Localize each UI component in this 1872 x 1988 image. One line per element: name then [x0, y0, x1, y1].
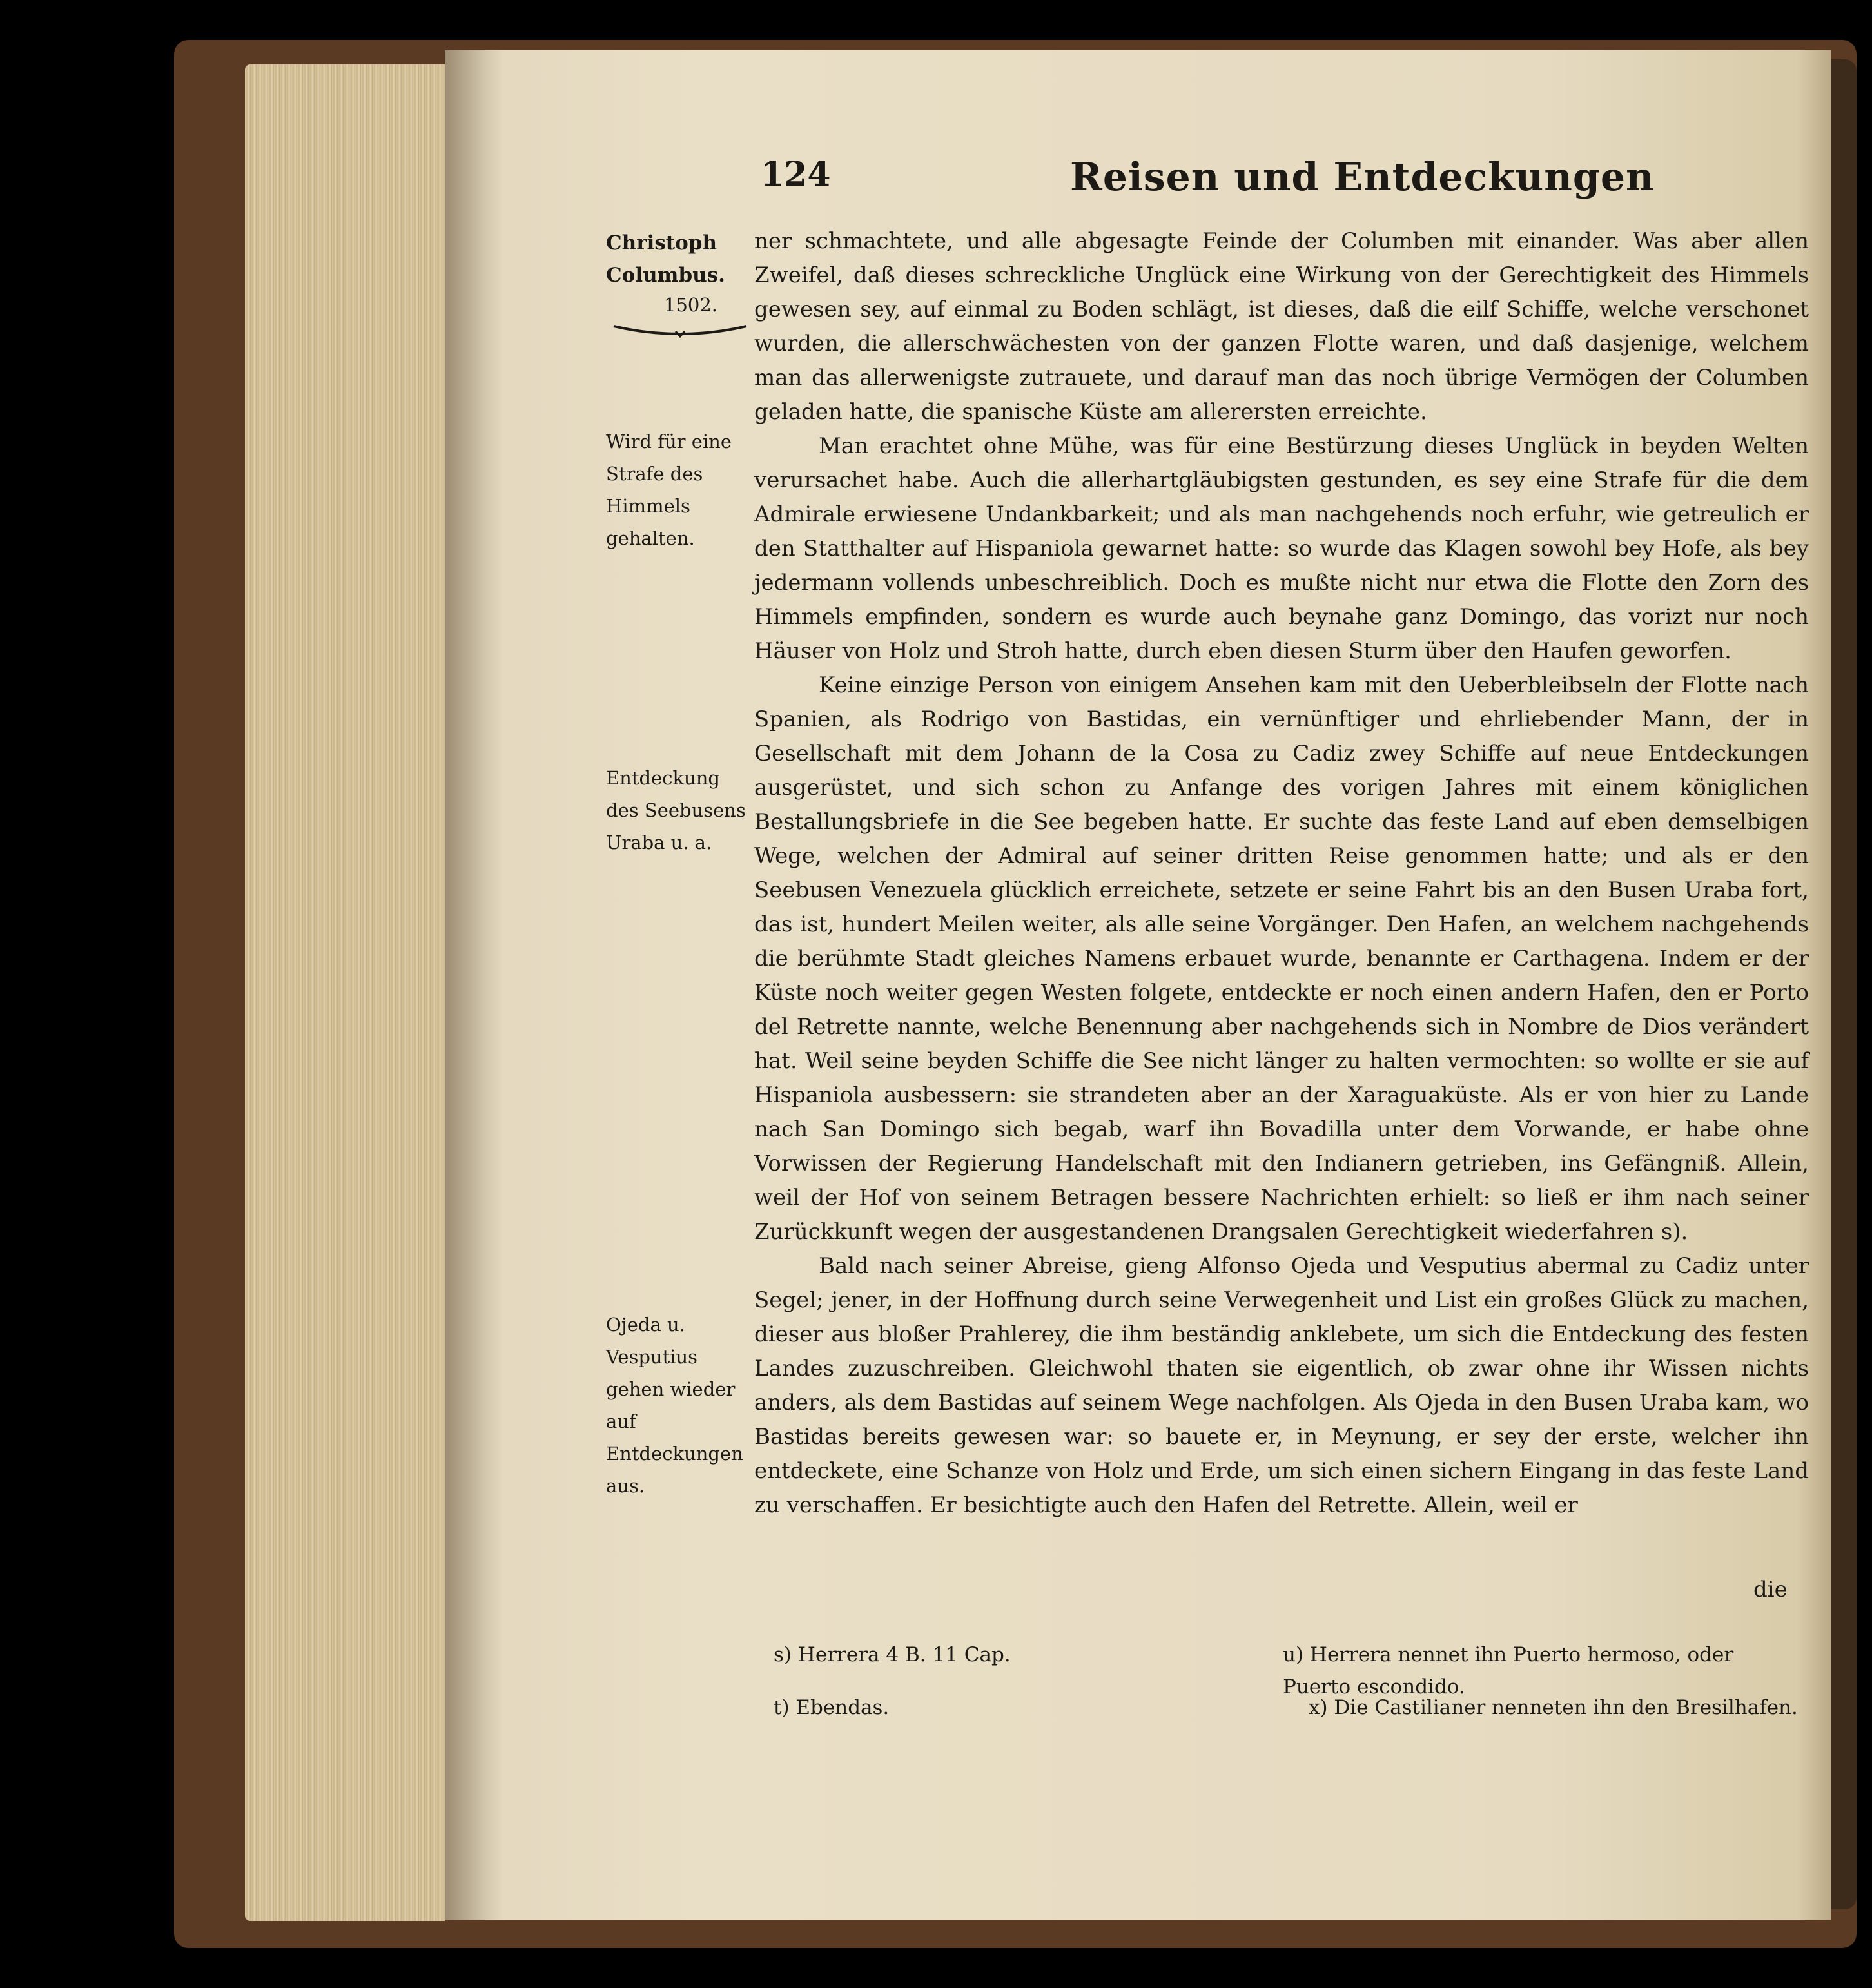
footnote-x: x) Die Castilianer nenneten ihn den Bresilhafen. [1309, 1696, 1798, 1719]
footnote-s: s) Herrera 4 B. 11 Cap. [774, 1643, 1011, 1666]
right-page-edge [1831, 59, 1857, 1909]
running-title: Reisen und Entdeckungen [1070, 155, 1655, 200]
margin-note-punishment: Wird für eine Strafe des Himmels gehalten. [606, 431, 732, 549]
catchword: die [1753, 1577, 1788, 1603]
page-number: 124 [761, 155, 831, 194]
footnote-t: t) Ebendas. [774, 1696, 890, 1719]
paragraph-2: Man erachtet ohne Mühe, was für eine Bestürzung dieses Unglück in beyden Welten verursachet habe. Auch die allerhartgläubigsten gestunden, es sey eine Strafe für die dem Admirale erwiesene Undankbarkeit; und als man nachgehends noch erfuhr, wie getreulich er den Statthalter auf Hispaniola gewarnet hatte: so wurde das Klagen sowohl bey Hofe, als bey jedermann vollends unbeschreiblich. Doch es mußte nicht nur etwa die Flotte den Zorn des Himmels empfinden, sondern es wurde auch beynahe ganz Domingo, das vorizt nur noch Häuser von Holz und Stroh hatte, durch eben diesen Sturm über den Haufen geworfen. [754, 433, 1809, 664]
margin-year: 1502. [664, 294, 718, 316]
paragraph-1: ner schmachtete, und alle abgesagte Feinde der Columben mit einander. Was aber allen Zweifel, daß dieses schreckliche Unglück eine Wirkung von der Gerechtigkeit des Himmels gewesen sey, auf einmal zu Boden schlägt, ist dieses, daß die eilf Schiffe, welche verschonet wurden, die allerschwächesten von der ganzen Flotte waren, und daß dasjenige, welchem man das allerwenigste zutrauete, und darauf man das noch übrige Vermögen der Columben geladen hatte, die spanische Küste am allerersten erreichte. [754, 228, 1809, 425]
paragraph-4: Bald nach seiner Abreise, gieng Alfonso Ojeda und Vesputius abermal zu Cadiz unter Segel; jener, in der Hoffnung durch seine Verwegenheit und List ein großes Glück zu machen, dieser aus bloßer Prahlerey, die ihm beständig anklebete, um sich die Entdeckung des festen Landes zuzuschreiben. Gleichwohl thaten sie eigentlich, ob zwar ohne ihr Wissen nichts anders, als dem Bastidas auf seinem Wege nachfolgen. Als Ojeda in den Busen Uraba kam, wo Bastidas bereits gewesen war: so bauete er, in Meynung, er sey der erste, welcher ihn entdeckete, eine Schanze von Holz und Erde, um sich einen sichern Eingang in das feste Land zu verschaffen. Er besichtigte auch den Hafen del Retrette. Allein, weil er [754, 1253, 1809, 1518]
footnote-u: u) Herrera nennet ihn Puerto hermoso, oder Puerto escondido. [1283, 1643, 1734, 1699]
paragraph-3: Keine einzige Person von einigem Ansehen kam mit den Ueberbleibseln der Flotte nach Spanien, als Rodrigo von Bastidas, ein vernünftiger und ehrliebender Mann, der in Gesellschaft mit dem Johann de la Cosa zu Cadiz zwey Schiffe auf neue Entdeckungen ausgerüstet, und sich schon zu Anfange des vorigen Jahres mit einem königlichen Bestallungsbriefe in die See begeben hatte. Er suchte das feste Land auf eben demselbigen Wege, welchen der Admiral auf seiner dritten Reise genommen hatte; und als er den Seebusen Venezuela glücklich erreichete, setzete er seine Fahrt bis an den Busen Uraba fort, das ist, hundert Meilen weiter, als alle seine Vorgänger. Den Hafen, an welchem nachgehends die berühmte Stadt gleiches Namens erbauet wurde, benannte er Carthagena. Indem er der Küste noch weiter gegen Westen folgete, entdeckte er noch einen andern Hafen, den er Porto del Retrette nannte, welche Benennung aber nachgehends sich in Nombre de Dios verändert hat. Weil seine beyden Schiffe die See nicht länger zu halten vermochten: so wollte er sie auf Hispaniola ausbessern: sie strandeten aber an der Xaraguaküste. Als er von hier zu Lande nach San Domingo sich begab, warf ihn Bovadilla unter dem Vorwande, er habe ohne Vorwissen der Regierung Handelschaft mit den Indianern getrieben, ins Gefängniß. Allein, weil der Hof von seinem Betragen bessere Nachrichten erhielt: so ließ er ihm nach seiner Zurückkunft wegen der ausgestandenen Drangsalen Gerechtigkeit wiederfahren s). [754, 672, 1809, 1245]
margin-note-uraba: Entdeckung des Seebusens Uraba u. a. [606, 767, 746, 853]
margin-note-ojeda: Ojeda u. Vesputius gehen wieder auf Entdeckungen aus. [606, 1314, 743, 1497]
spine-shadow [445, 50, 503, 1920]
margin-name: Christoph Columbus. [606, 231, 725, 287]
year-rule-ornament [612, 322, 748, 338]
body-text [754, 224, 1809, 1523]
page-header [761, 155, 1824, 206]
page-edges [245, 64, 445, 1921]
